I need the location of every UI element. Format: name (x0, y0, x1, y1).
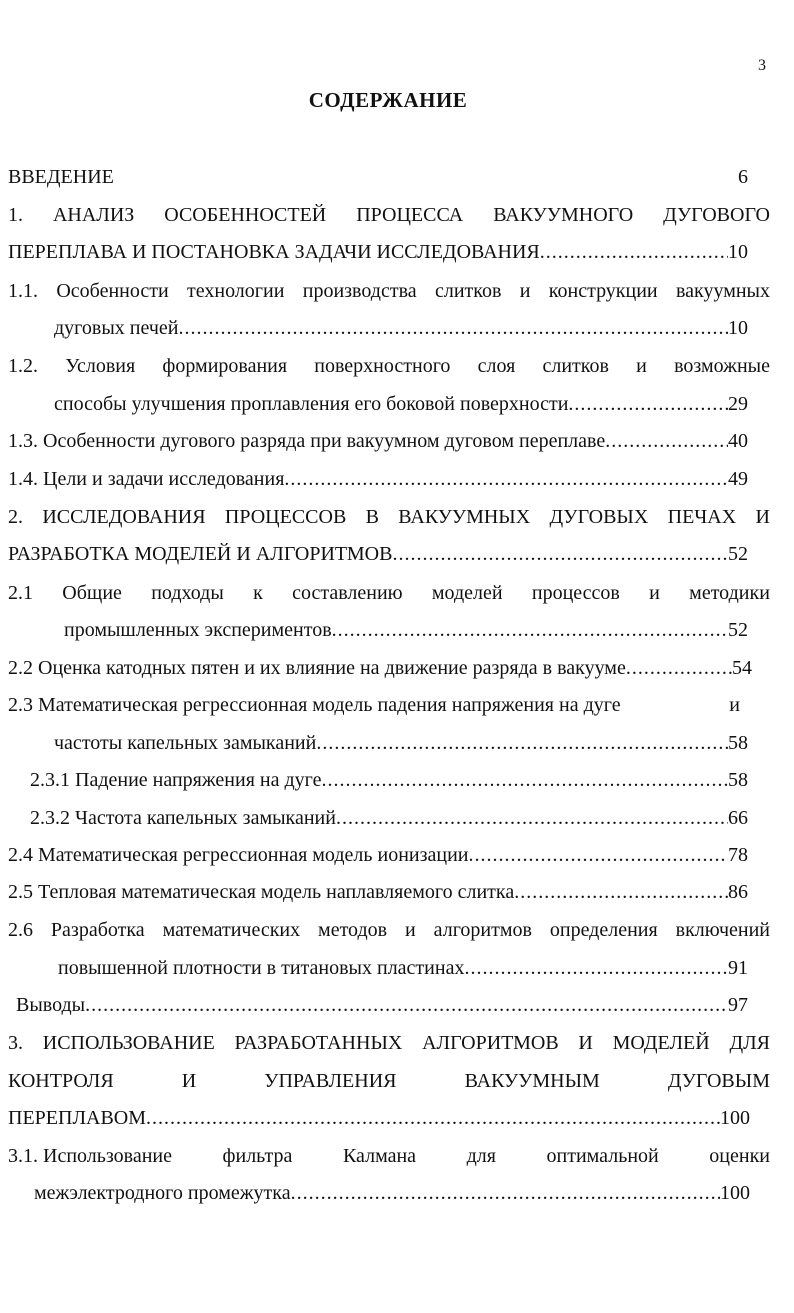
toc-s2-3-1 (30, 768, 748, 792)
toc-word: оценки (709, 1145, 770, 1167)
toc-s2-3-text2: частоты капельных замыканий (54, 732, 317, 754)
toc-s1-4-page: 49 (728, 468, 748, 490)
toc-s2-4-page: 78 (728, 844, 748, 866)
toc-s1-line1 (8, 203, 770, 227)
toc-intro (8, 165, 748, 189)
toc-s1-page: 10 (728, 241, 748, 263)
toc-s2-5 (8, 880, 748, 904)
toc-s2-3-text: 2.3 Математическая регрессионная модель падения напряжения на дуге (8, 694, 621, 716)
toc-s2-3-2 (30, 806, 748, 830)
toc-s2-4 (8, 843, 748, 867)
toc-s1-1-line1: 1.1. Особенности технологии производства слитков и конструкции вакуумных (8, 280, 770, 302)
toc-word: ПРОЦЕССОВ (224, 506, 347, 528)
toc-word: 1. (8, 204, 23, 226)
toc-s2-1-text: промышленных экспериментов (64, 619, 332, 641)
toc-s1-4-text: 1.4. Цели и задачи исследования (8, 468, 285, 490)
toc-s2-1-page: 52 (728, 619, 748, 641)
toc-s2-3-line2 (54, 731, 748, 755)
toc-s3-1-page: 100 (720, 1182, 750, 1204)
toc-word: методики (689, 582, 770, 604)
toc-s2-3-line1 (8, 693, 740, 717)
toc-word: подходы (151, 582, 224, 604)
toc-leader (316, 731, 728, 755)
toc-s3-1-line1 (8, 1144, 770, 1168)
toc-leader (178, 316, 728, 340)
toc-word: составлению (292, 582, 403, 604)
toc-s3-1-text: межэлектродного промежутка (34, 1182, 291, 1204)
toc-word: возможные (674, 355, 770, 377)
toc-s1-2-text: способы улучшения проплавления его боковой поверхности (54, 393, 569, 415)
toc-word: формирования (162, 355, 288, 377)
toc-word: слоя (477, 355, 516, 377)
toc-word: слитков (542, 355, 609, 377)
toc-word: ДУГОВЫХ (549, 506, 649, 528)
toc-word: 3.1. Использование (8, 1145, 172, 1167)
toc-s1-3-page: 40 (728, 430, 748, 452)
toc-s2-6-line2 (58, 956, 748, 980)
toc-word: В (365, 506, 379, 528)
toc-word: 2.1 (8, 582, 33, 604)
toc-word: и (729, 694, 740, 716)
toc-s2-1-line1 (8, 581, 770, 605)
toc-s3-line1: 3. ИСПОЛЬЗОВАНИЕ РАЗРАБОТАННЫХ АЛГОРИТМОВ И МОДЕЛЕЙ ДЛЯ (8, 1032, 770, 1054)
toc-s1-text: ПЕРЕПЛАВА И ПОСТАНОВКА ЗАДАЧИ ИССЛЕДОВАНИЯ (8, 241, 540, 263)
toc-leader (540, 240, 728, 264)
toc-word: к (253, 582, 263, 604)
toc-leader (284, 467, 728, 491)
toc-leader (464, 956, 728, 980)
toc-word: ДУГОВОГО (663, 204, 770, 226)
toc-leader (85, 993, 728, 1017)
toc-word: И (755, 506, 770, 528)
toc-s2-3-1-text: 2.3.1 Падение напряжения на дуге (30, 769, 322, 791)
toc-s2-3-page: 58 (728, 732, 748, 754)
toc-conclusions-page: 97 (728, 994, 748, 1016)
toc-conclusions-text: Выводы (16, 994, 86, 1016)
toc-s2-2-text: 2.2 Оценка катодных пятен и их влияние на движение разряда в вакууме (8, 657, 626, 679)
toc-s1-1-line2 (54, 316, 748, 340)
toc-word: ДУГОВЫМ (667, 1070, 770, 1092)
toc-s1-1-text: дуговых печей (54, 317, 179, 339)
toc-s1-2-line2 (54, 392, 748, 416)
toc-word: и (649, 582, 660, 604)
toc-s1-3 (8, 429, 748, 453)
toc-leader (146, 1106, 720, 1130)
toc-leader (568, 392, 728, 416)
toc-s2-5-page: 86 (728, 881, 748, 903)
toc-word: ОСОБЕННОСТЕЙ (164, 204, 327, 226)
toc-leader (336, 806, 728, 830)
toc-s1-line2 (8, 240, 748, 264)
toc-s3-line2 (8, 1069, 770, 1093)
toc-word: 1.2. (8, 355, 38, 377)
toc-s2-page: 52 (728, 543, 748, 565)
toc-word: И (181, 1070, 197, 1092)
toc-word: фильтра (222, 1145, 293, 1167)
toc-s2-6-line1: 2.6 Разработка математических методов и алгоритмов определения включений (8, 919, 770, 941)
toc-s3-text: ПЕРЕПЛАВОМ (8, 1107, 147, 1129)
toc-word: Калмана (342, 1145, 417, 1167)
toc-s2-2 (8, 656, 752, 680)
toc-intro-label: ВВЕДЕНИЕ (8, 166, 114, 188)
toc-leader (321, 768, 728, 792)
toc-s2-text: РАЗРАБОТКА МОДЕЛЕЙ И АЛГОРИТМОВ (8, 543, 393, 565)
toc-word: ПРОЦЕССА (356, 204, 464, 226)
toc-s1-2-line1 (8, 354, 770, 378)
toc-s3-page: 100 (720, 1107, 750, 1129)
toc-s1-1-page: 10 (728, 317, 748, 339)
toc-s2-5-text: 2.5 Тепловая математическая модель наплавляемого слитка (8, 881, 515, 903)
page-title: СОДЕРЖАНИЕ (308, 88, 468, 112)
toc-word: 2. (8, 506, 23, 528)
toc-s2-3-1-page: 58 (728, 769, 748, 791)
toc-word: процессов (531, 582, 620, 604)
toc-conclusions (16, 993, 748, 1017)
toc-word: Условия (65, 355, 136, 377)
toc-leader (332, 618, 728, 642)
toc-s1-3-text: 1.3. Особенности дугового разряда при вакуумном дуговом переплаве (8, 430, 606, 452)
toc-word: ИССЛЕДОВАНИЯ (42, 506, 206, 528)
toc-leader (605, 429, 728, 453)
toc-s2-1-line2 (64, 618, 748, 642)
toc-word: для (466, 1145, 496, 1167)
toc-s2-6-page: 91 (728, 957, 748, 979)
toc-leader (392, 542, 728, 566)
toc-word: Общие (62, 582, 122, 604)
toc-leader (291, 1181, 720, 1205)
toc-s2-3-2-text: 2.3.2 Частота капельных замыканий (30, 807, 336, 829)
toc-intro-page: 6 (738, 166, 748, 188)
toc-s2-2-page: 54 (732, 657, 752, 679)
toc-word: оптимальной (546, 1145, 659, 1167)
toc-leader (469, 843, 728, 867)
toc-s2-3-2-page: 66 (728, 807, 748, 829)
toc-s2-6-text: повышенной плотности в титановых пластинах (58, 957, 465, 979)
toc-word: АНАЛИЗ (52, 204, 135, 226)
toc-word: ВАКУУМНОГО (493, 204, 634, 226)
toc-word: ВАКУУМНЫХ (398, 506, 531, 528)
toc-word: ВАКУУМНЫМ (464, 1070, 600, 1092)
toc-word: ПЕЧАХ (667, 506, 737, 528)
toc-word: моделей (431, 582, 503, 604)
toc-word: КОНТРОЛЯ (8, 1070, 114, 1092)
toc-s3-line3 (8, 1106, 750, 1130)
toc-leader (626, 656, 732, 680)
toc-s2-line2 (8, 542, 748, 566)
toc-s2-line1 (8, 505, 770, 529)
toc-word: и (636, 355, 647, 377)
page-number: 3 (758, 57, 766, 74)
toc-s2-4-text: 2.4 Математическая регрессионная модель ионизации (8, 844, 469, 866)
toc-s1-2-page: 29 (728, 393, 748, 415)
toc-leader (514, 880, 728, 904)
toc-s1-4 (8, 467, 748, 491)
toc-word: поверхностного (314, 355, 451, 377)
toc-s3-1-line2 (34, 1181, 750, 1205)
toc-word: УПРАВЛЕНИЯ (264, 1070, 397, 1092)
